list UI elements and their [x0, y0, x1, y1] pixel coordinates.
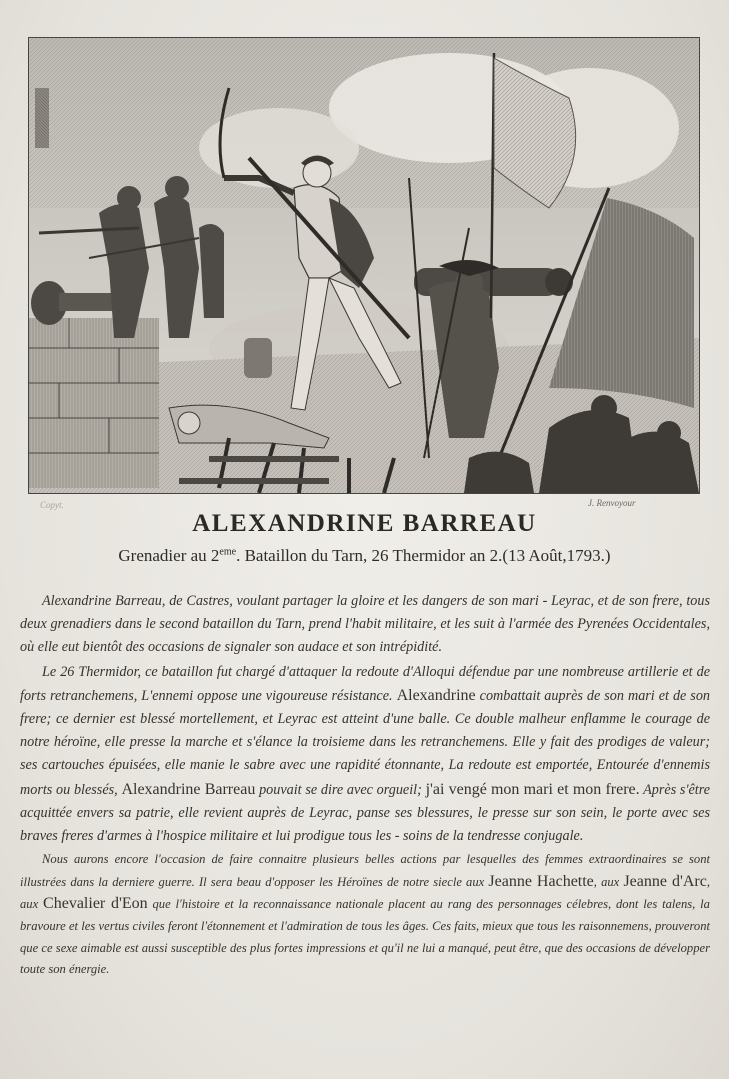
p3-name-jeanne-darc: Jeanne d'Arc [623, 872, 707, 890]
subtitle-rest: . Bataillon du Tarn, 26 Thermidor an 2.(13 Août,1793.) [236, 546, 611, 565]
p3-part-b: , aux [593, 874, 620, 889]
engraving-plate [28, 37, 700, 494]
p2-part-c: pouvait se dire avec orgueil; [259, 781, 422, 798]
p2-part-d: Après s'être acquittée envers sa patrie, elle revient auprès de Leyrac, panse ses blessures, le presse sur son sein, le porte avec ses braves freres d'armes à l'hospice militaire et lui prodigue tous les - soins de la tendresse conjugale. [20, 781, 711, 845]
p3-name-chevalier-deon: Chevalier d'Eon [43, 895, 148, 913]
p2-name-alexandrine-barreau: Alexandrine Barreau [121, 780, 256, 798]
battle-scene-illustration [29, 38, 699, 493]
p3-name-jeanne-hachette: Jeanne Hachette [488, 872, 594, 890]
p2-name-alexandrine: Alexandrine [396, 686, 476, 704]
page-subtitle [0, 546, 729, 566]
engraver-signature: J. Renvoyour [588, 498, 636, 508]
p2-part-a: Le 26 Thermidor, ce bataillon fut chargé d'attaquer la redoute d'Alloqui défendue par une nombreuse artillerie et de forts retranchemens, L'ennemi oppose une vigoureuse résistance. [20, 663, 710, 704]
page-title: ALEXANDRINE BARREAU [192, 510, 537, 537]
faint-plate-mark: Copyt. [40, 500, 64, 510]
p3-part-a: Nous aurons encore l'occasion de faire connaitre plusieurs belles actions par lesquelles des femmes extraordinaires se sont illustrées dans la derniere guerre. Il sera beau d'opposer les Héroïnes de notre siecle aux [20, 852, 710, 889]
narrative-text [20, 590, 710, 982]
p2-quote: j'ai vengé mon mari et mon frere. [425, 780, 640, 798]
p2-part-b: combattait auprès de son mari et de son frere; ce dernier est blessé mortellement, et Leyrac est atteint d'une balle. Ce double malheur enflamme le courage de notre héroïne, elle presse la marche et s'élance la troisieme dans les retranchemens. Elle y fait des prodiges de valeur; ses cartouches épuisées, elle manie le sabre avec une rapidité étonnante, La redoute est emportée, Entourée d'ennemis morts ou blessés, [20, 687, 711, 798]
p3-part-d: que l'histoire et la reconnaissance nationale placent au rang des personnages célebres, dont les talens, la bravoure et les vertus civiles feront l'étonnement et l'admiration de tous les âges. Ces faits, mieux que tous les raisonnemens, prouveront que ce sexe aimable est aussi susceptible des plus fortes impressions et qu'il ne lui a manqué, peut être, que des occasions de développer toute son énergie. [20, 897, 710, 977]
p3-part-c: , aux [20, 874, 710, 912]
subtitle-superscript: eme [219, 546, 237, 558]
paragraph-1: Alexandrine Barreau, de Castres, voulant partager la gloire et les dangers de son mari - Leyrac, et de son frere, tous deux grenadiers dans le second bataillon du Tarn, prend l'habit militaire, et les suit à l'armée des Pyrenées Occidentales, où elle eut bientôt des occasions de signaler son audace et son intrépidité. [20, 593, 710, 656]
paragraph-3 [20, 849, 710, 981]
paragraph-2 [20, 661, 710, 849]
subtitle-prefix: Grenadier au 2 [118, 546, 220, 565]
